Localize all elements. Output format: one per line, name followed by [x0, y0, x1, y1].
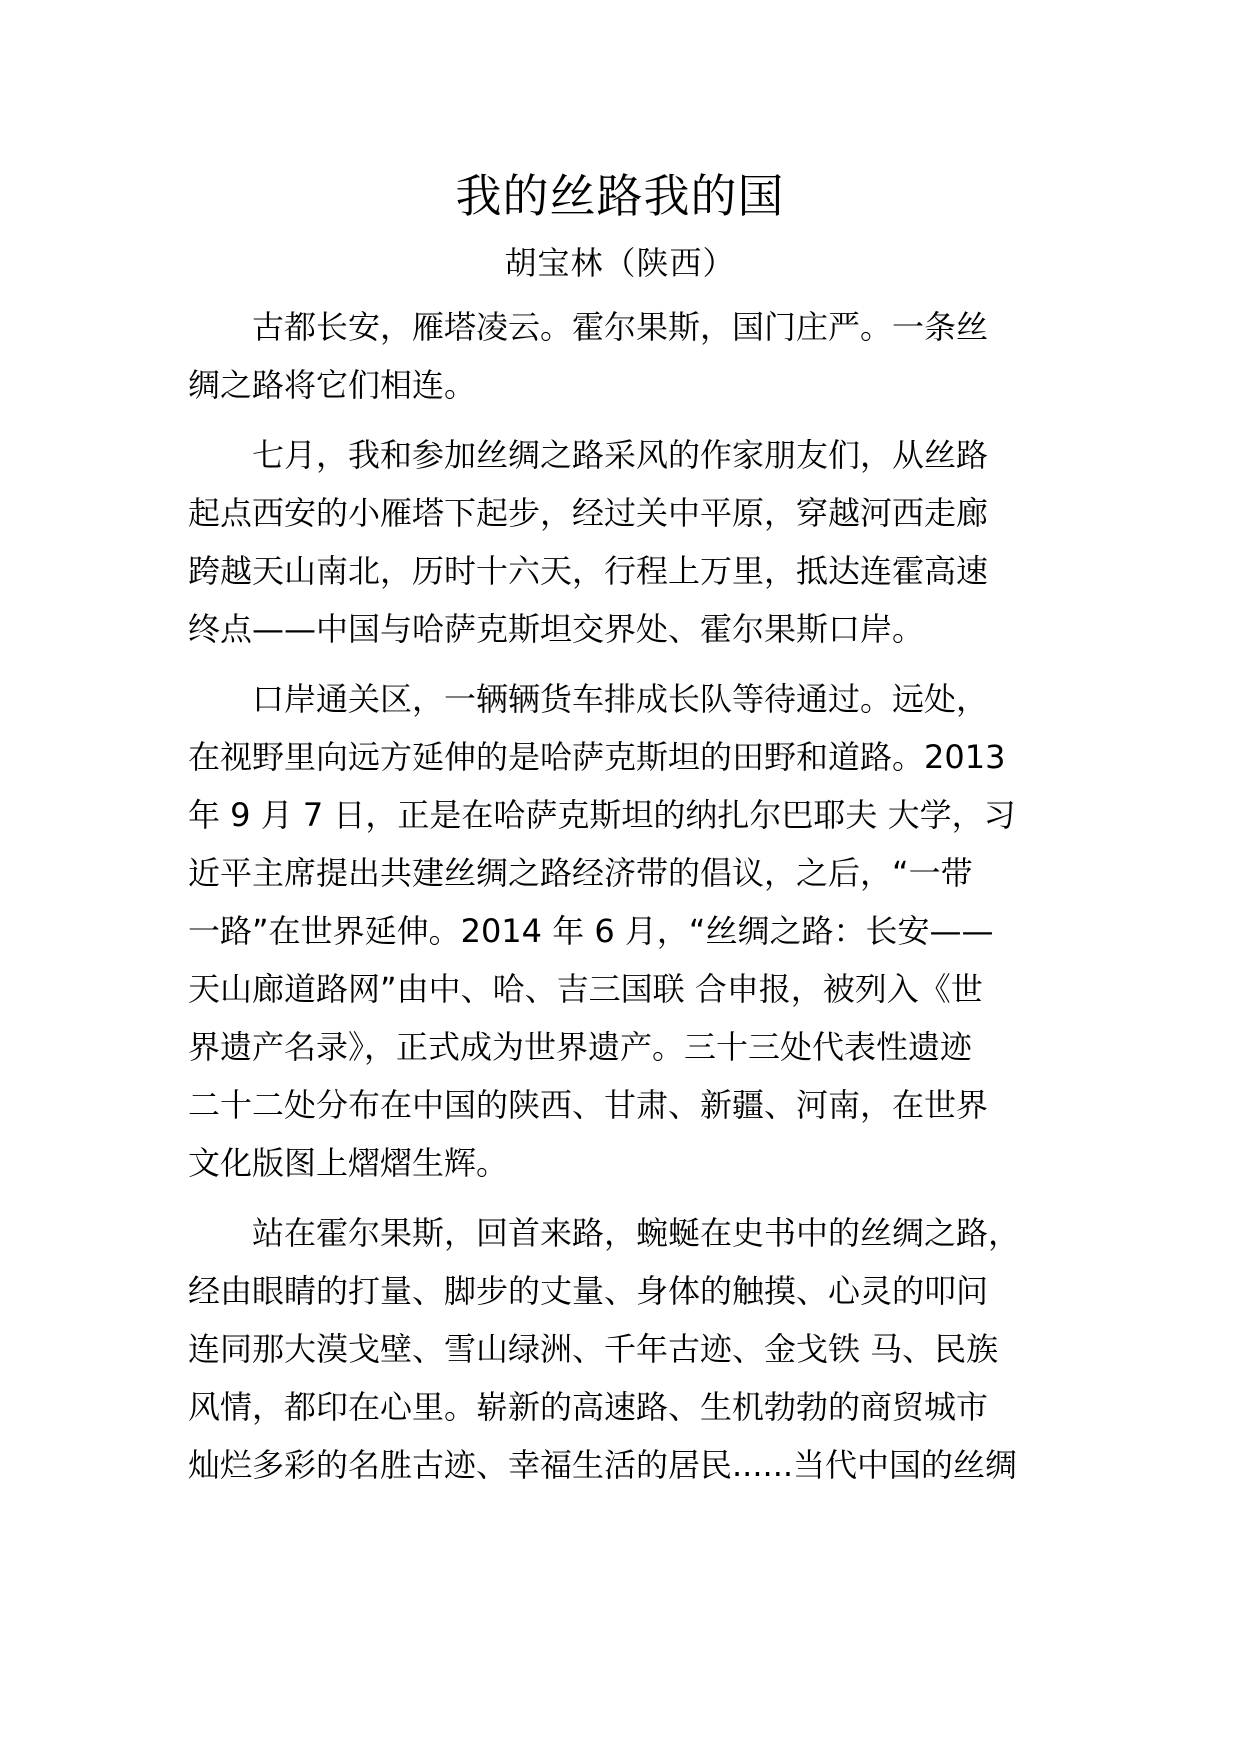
body-line: 起点西安的小雁塔下起步，经过关中平原，穿越河西走廊: [188, 494, 989, 532]
body-line: 七月，我和参加丝绸之路采风的作家朋友们，从丝路: [188, 436, 989, 474]
body-line: 近平主席提出共建丝绸之路经济带的倡议，之后，“一带: [188, 854, 973, 892]
body-line: 年 9 月 7 日，正是在哈萨克斯坦的纳扎尔巴耶夫 大学，习: [188, 796, 1016, 834]
body-line: 风情，都印在心里。崭新的高速路、生机勃勃的商贸城市: [188, 1388, 989, 1426]
body-line: 文化版图上熠熠生辉。: [188, 1144, 509, 1182]
body-line: 天山廊道路网”由中、哈、吉三国联 合申报，被列入《世: [188, 970, 983, 1008]
body-line: 站在霍尔果斯，回首来路，蜿蜒在史书中的丝绸之路，: [188, 1214, 1021, 1252]
article-author: 胡宝林（陕西）: [504, 244, 736, 282]
body-line: 口岸通关区，一辆辆货车排成长队等待通过。远处，: [188, 680, 989, 718]
article-title: 我的丝路我的国: [455, 169, 785, 223]
body-line: 经由眼睛的打量、脚步的丈量、身体的触摸、心灵的叩问: [188, 1272, 989, 1310]
body-line: 灿烂多彩的名胜古迹、幸福生活的居民......当代中国的丝绸: [188, 1446, 1018, 1484]
body-line: 在视野里向远方延伸的是哈萨克斯坦的田野和道路。2013: [188, 738, 1006, 776]
body-line: 一路”在世界延伸。2014 年 6 月，“丝绸之路：长安——: [188, 912, 994, 950]
body-line: 连同那大漠戈壁、雪山绿洲、千年古迹、金戈铁 马、民族: [188, 1330, 999, 1368]
body-line: 界遗产名录》，正式成为世界遗产。三十三处代表性遗迹: [188, 1028, 973, 1066]
body-line: 跨越天山南北，历时十六天，行程上万里，抵达连霍高速: [188, 552, 989, 590]
body-line: 古都长安，雁塔凌云。霍尔果斯，国门庄严。一条丝: [188, 308, 989, 346]
body-line: 绸之路将它们相连。: [188, 366, 477, 404]
body-line: 二十二处分布在中国的陕西、甘肃、新疆、河南，在世界: [188, 1086, 989, 1124]
body-line: 终点——中国与哈萨克斯坦交界处、霍尔果斯口岸。: [188, 610, 925, 648]
